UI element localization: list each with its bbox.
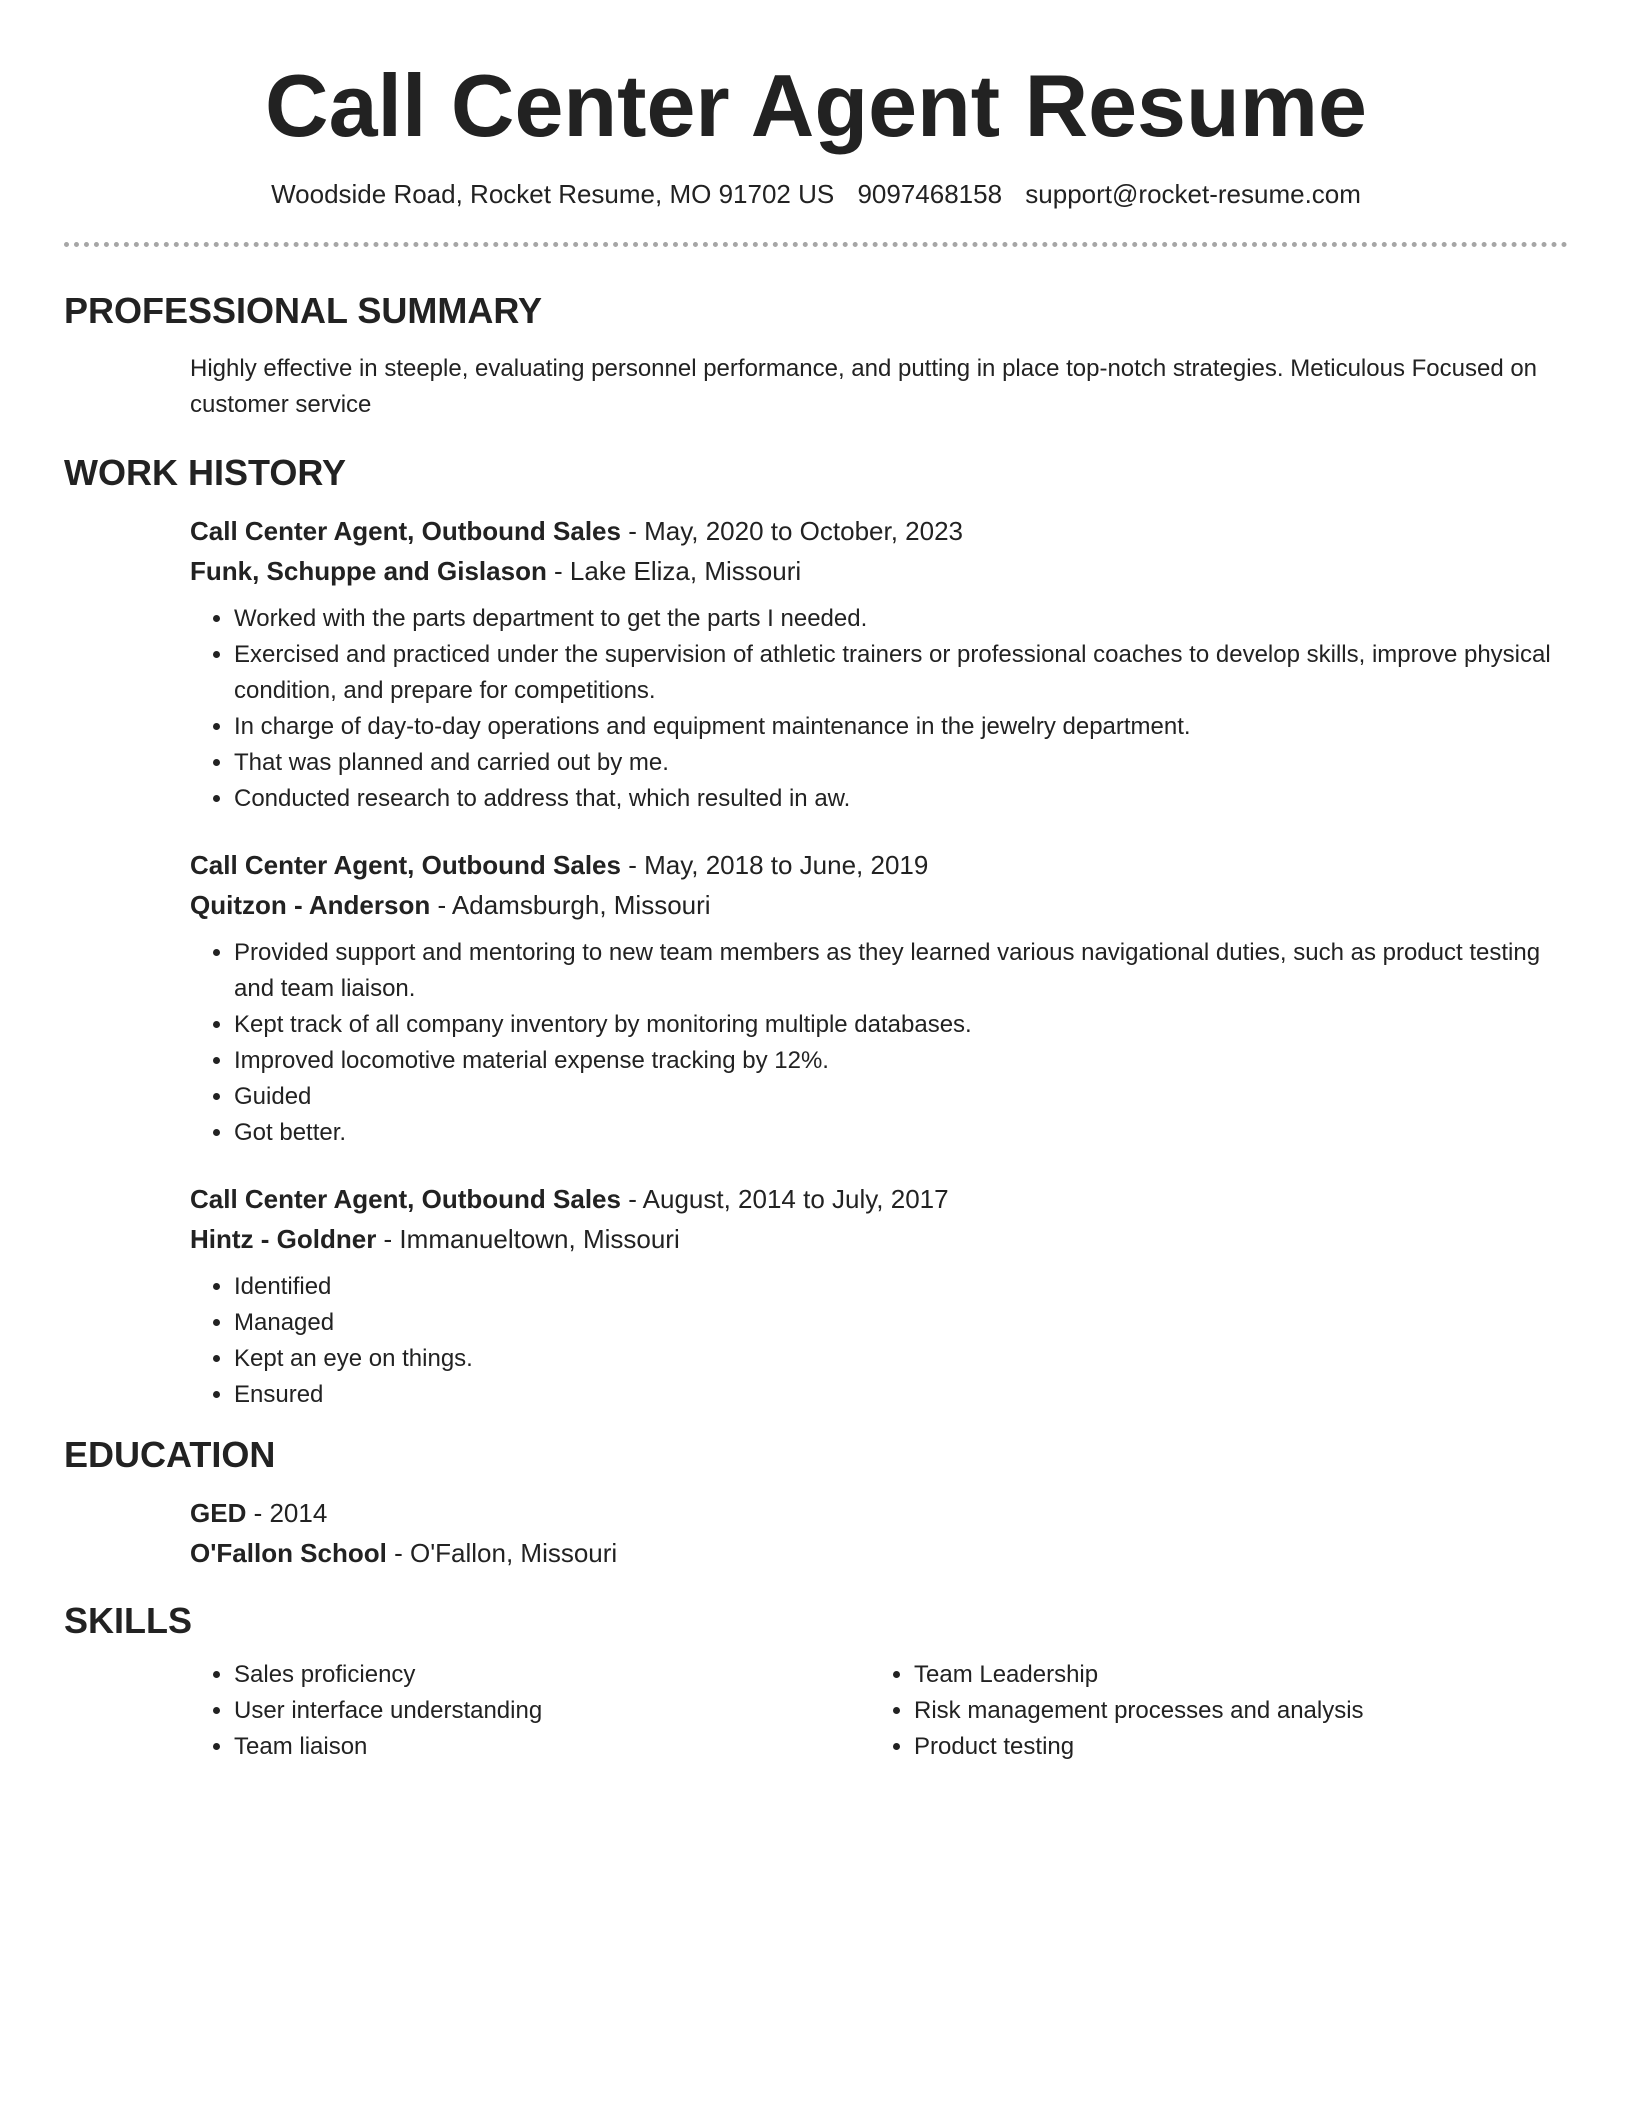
skills-column-right xyxy=(870,1657,1550,1765)
resume-header xyxy=(0,0,1632,247)
job-location: - Lake Eliza, Missouri xyxy=(546,556,802,586)
job-company: Quitzon - Anderson xyxy=(190,890,431,920)
contact-address: Woodside Road, Rocket Resume, MO 91702 US xyxy=(271,179,835,209)
education-school: O'Fallon School xyxy=(190,1538,387,1568)
list-item: • User interface understanding xyxy=(234,1693,870,1729)
list-item: • Provided support and mentoring to new team members as they learned various navigational duties, such as product testing and team liaison. xyxy=(234,935,1568,1007)
job-role: Call Center Agent, Outbound Sales xyxy=(190,516,621,546)
contact-line xyxy=(0,178,1632,210)
list-item: • Product testing xyxy=(914,1729,1550,1765)
summary-text: Highly effective in steeple, evaluating personnel performance, and putting in place top-notch strategies. Meticulous Focused on customer service xyxy=(190,355,1538,418)
list-item: • Exercised and practiced under the supervision of athletic trainers or professional coaches to develop skills, improve physical condition, and prepare for competitions. xyxy=(234,637,1568,709)
job-bullets xyxy=(190,935,1568,1151)
header-divider xyxy=(64,242,1568,247)
job-title-line xyxy=(190,1179,1568,1219)
summary-section xyxy=(0,289,1632,423)
education-degree: GED xyxy=(190,1498,247,1528)
education-section xyxy=(0,1433,1632,1573)
list-item: • Team liaison xyxy=(234,1729,870,1765)
job-location: - Adamsburgh, Missouri xyxy=(430,890,711,920)
resume-title: Call Center Agent Resume xyxy=(265,56,1367,155)
education-year: - 2014 xyxy=(246,1498,328,1528)
work-history-section xyxy=(0,451,1632,1413)
contact-email: support@rocket-resume.com xyxy=(1025,179,1361,209)
job-entry xyxy=(190,1179,1568,1413)
list-item: • Managed xyxy=(234,1305,1568,1341)
education-heading: EDUCATION xyxy=(64,1434,276,1475)
skills-heading: SKILLS xyxy=(64,1600,193,1641)
job-company-line xyxy=(190,1219,1568,1259)
work-history-heading: WORK HISTORY xyxy=(64,452,347,493)
job-company-line xyxy=(190,885,1568,925)
job-dates: - May, 2018 to June, 2019 xyxy=(620,850,929,880)
job-company-line xyxy=(190,551,1568,591)
education-degree-line xyxy=(190,1493,1568,1533)
list-item: • In charge of day-to-day operations and equipment maintenance in the jewelry department. xyxy=(234,709,1568,745)
list-item: • Worked with the parts department to get the parts I needed. xyxy=(234,601,1568,637)
list-item: • Team Leadership xyxy=(914,1657,1550,1693)
list-item: • That was planned and carried out by me. xyxy=(234,745,1568,781)
job-dates: - May, 2020 to October, 2023 xyxy=(620,516,964,546)
job-bullets xyxy=(190,1269,1568,1413)
list-item: • Risk management processes and analysis xyxy=(914,1693,1550,1729)
education-school-line xyxy=(190,1533,1568,1573)
job-bullets xyxy=(190,601,1568,817)
list-item: • Kept an eye on things. xyxy=(234,1341,1568,1377)
list-item: • Kept track of all company inventory by monitoring multiple databases. xyxy=(234,1007,1568,1043)
skills-grid xyxy=(190,1657,1568,1765)
job-role: Call Center Agent, Outbound Sales xyxy=(190,1184,621,1214)
list-item: • Ensured xyxy=(234,1377,1568,1413)
job-role: Call Center Agent, Outbound Sales xyxy=(190,850,621,880)
education-location: - O'Fallon, Missouri xyxy=(386,1538,618,1568)
list-item: • Got better. xyxy=(234,1115,1568,1151)
job-company: Hintz - Goldner xyxy=(190,1224,377,1254)
list-item: • Improved locomotive material expense tracking by 12%. xyxy=(234,1043,1568,1079)
skills-column-left xyxy=(190,1657,870,1765)
list-item: • Guided xyxy=(234,1079,1568,1115)
summary-heading: PROFESSIONAL SUMMARY xyxy=(64,290,543,331)
job-entry xyxy=(190,845,1568,1151)
list-item: • Identified xyxy=(234,1269,1568,1305)
job-dates: - August, 2014 to July, 2017 xyxy=(620,1184,949,1214)
list-item: • Conducted research to address that, which resulted in aw. xyxy=(234,781,1568,817)
job-entry xyxy=(190,511,1568,817)
contact-phone: 9097468158 xyxy=(857,179,1003,209)
skills-section xyxy=(0,1599,1632,1765)
job-title-line xyxy=(190,845,1568,885)
job-company: Funk, Schuppe and Gislason xyxy=(190,556,547,586)
job-location: - Immanueltown, Missouri xyxy=(376,1224,680,1254)
list-item: • Sales proficiency xyxy=(234,1657,870,1693)
job-title-line xyxy=(190,511,1568,551)
